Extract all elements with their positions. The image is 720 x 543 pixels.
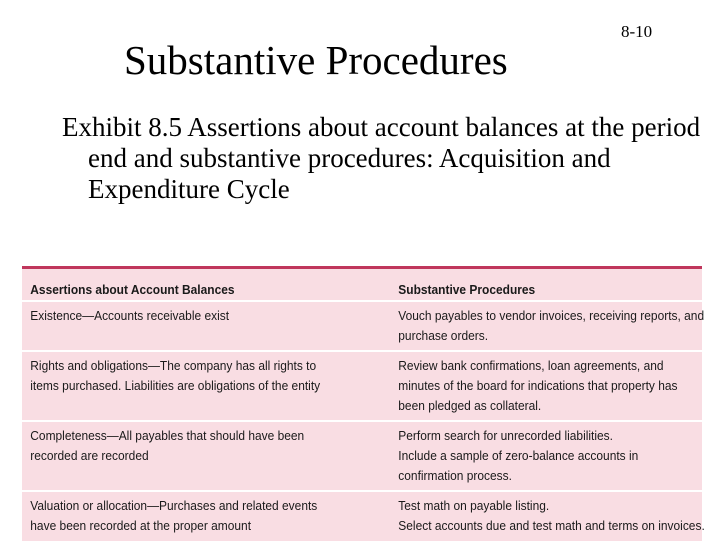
- procedure-line: Test math on payable listing.: [398, 498, 550, 513]
- exhibit-caption: Exhibit 8.5 Assertions about account balances at the period end and substantive procedures: Acquisition and Expenditure Cycle: [62, 112, 701, 204]
- procedure-cell: [390, 422, 677, 490]
- assertion-line: Existence—Accounts receivable exist: [30, 308, 230, 323]
- assertion-line: items purchased. Liabilities are obligations of the entity: [30, 378, 321, 393]
- procedure-line: been pledged as collateral.: [398, 398, 542, 413]
- table-row-rights: [22, 352, 702, 422]
- table-row-completeness: [22, 422, 702, 492]
- table-row-existence: [22, 302, 705, 352]
- assertion-cell: [22, 492, 361, 541]
- exhibit-table: [22, 266, 705, 533]
- assertion-cell: [22, 352, 361, 420]
- table-header-row: [22, 269, 702, 302]
- procedure-cell: [390, 492, 712, 541]
- procedure-line: confirmation process.: [398, 468, 512, 483]
- assertion-line: Rights and obligations—The company has all rights to: [30, 358, 317, 373]
- procedure-line: Include a sample of zero-balance accounts in: [398, 448, 639, 463]
- table-row-valuation: [22, 492, 705, 543]
- header-assertions: Assertions about Account Balances: [30, 282, 235, 297]
- slide-title: Substantive Procedures: [124, 37, 508, 83]
- assertion-line: Completeness—All payables that should have been: [30, 428, 305, 443]
- procedure-line: minutes of the board for indications that property has: [398, 378, 678, 393]
- procedure-line: Review bank confirmations, loan agreements, and: [398, 358, 664, 373]
- header-procedures: Substantive Procedures: [398, 282, 536, 297]
- procedure-cell: [390, 352, 685, 420]
- procedure-line: purchase orders.: [398, 328, 489, 343]
- slide-number: 8-10: [621, 22, 653, 41]
- assertion-line: recorded are recorded: [30, 448, 149, 463]
- assertion-cell: [22, 302, 361, 350]
- procedure-line: Select accounts due and test math and terms on invoices.: [398, 518, 705, 533]
- assertion-line: have been recorded at the proper amount: [30, 518, 252, 533]
- procedure-cell: [390, 302, 711, 350]
- assertion-cell: [22, 422, 361, 490]
- procedure-line: Vouch payables to vendor invoices, receiving reports, and: [398, 308, 705, 323]
- assertion-line: Valuation or allocation—Purchases and related events: [30, 498, 318, 513]
- procedure-line: Perform search for unrecorded liabilities.: [398, 428, 613, 443]
